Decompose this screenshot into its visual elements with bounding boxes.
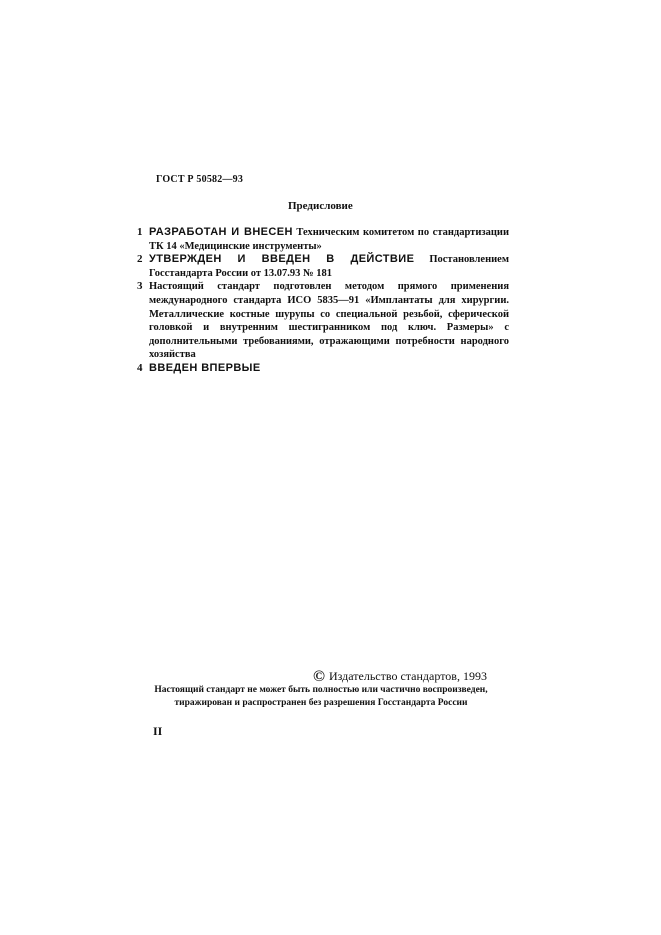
preface-item bbox=[137, 226, 509, 253]
item-lead: РАЗРАБОТАН И ВНЕСЕН bbox=[149, 226, 293, 238]
item-lead: ВВЕДЕН ВПЕРВЫЕ bbox=[149, 361, 261, 374]
item-body bbox=[149, 253, 509, 280]
item-text: Техническим комитетом по стандартизации ТК 14 «Медицинские инструменты» bbox=[149, 227, 509, 252]
item-number: 4 bbox=[137, 361, 143, 374]
item-number: 2 bbox=[137, 253, 143, 266]
copyright-icon: © bbox=[313, 667, 325, 685]
item-text: Постановлением Госстандарта России от 13.07.93 № 181 bbox=[149, 254, 509, 279]
item-lead: УТВЕРЖДЕН И ВВЕДЕН В ДЕЙСТВИЕ bbox=[149, 253, 415, 266]
preface-items-list bbox=[137, 226, 509, 376]
preface-item bbox=[137, 280, 509, 362]
item-body bbox=[149, 226, 509, 253]
item-body bbox=[149, 280, 509, 362]
preface-item bbox=[137, 362, 509, 376]
reproduction-notice: Настоящий стандарт не может быть полностью или частично воспроизведен, тиражирован и распространен без разрешения Госстандарта России bbox=[154, 685, 488, 708]
item-text: Настоящий стандарт подготовлен методом прямого применения международного стандарта ИСО 5835—91 «Имплантаты для хирургии. Металлические костные шурупы со специальной резьбой, сферической головкой и внутренним шестигранником под ключ. Размеры» с дополнительными требованиями, отражающими потребности народного хозяйства bbox=[149, 281, 509, 361]
item-number: 1 bbox=[137, 226, 143, 238]
copyright-line bbox=[313, 669, 487, 684]
page-number: II bbox=[153, 724, 163, 738]
preface-title: Предисловие bbox=[288, 200, 353, 212]
preface-item bbox=[137, 253, 509, 280]
document-code: ГОСТ Р 50582—93 bbox=[156, 174, 244, 185]
item-number: 3 bbox=[137, 280, 143, 293]
item-body bbox=[149, 362, 509, 376]
copyright-text: Издательство стандартов, 1993 bbox=[328, 669, 487, 683]
